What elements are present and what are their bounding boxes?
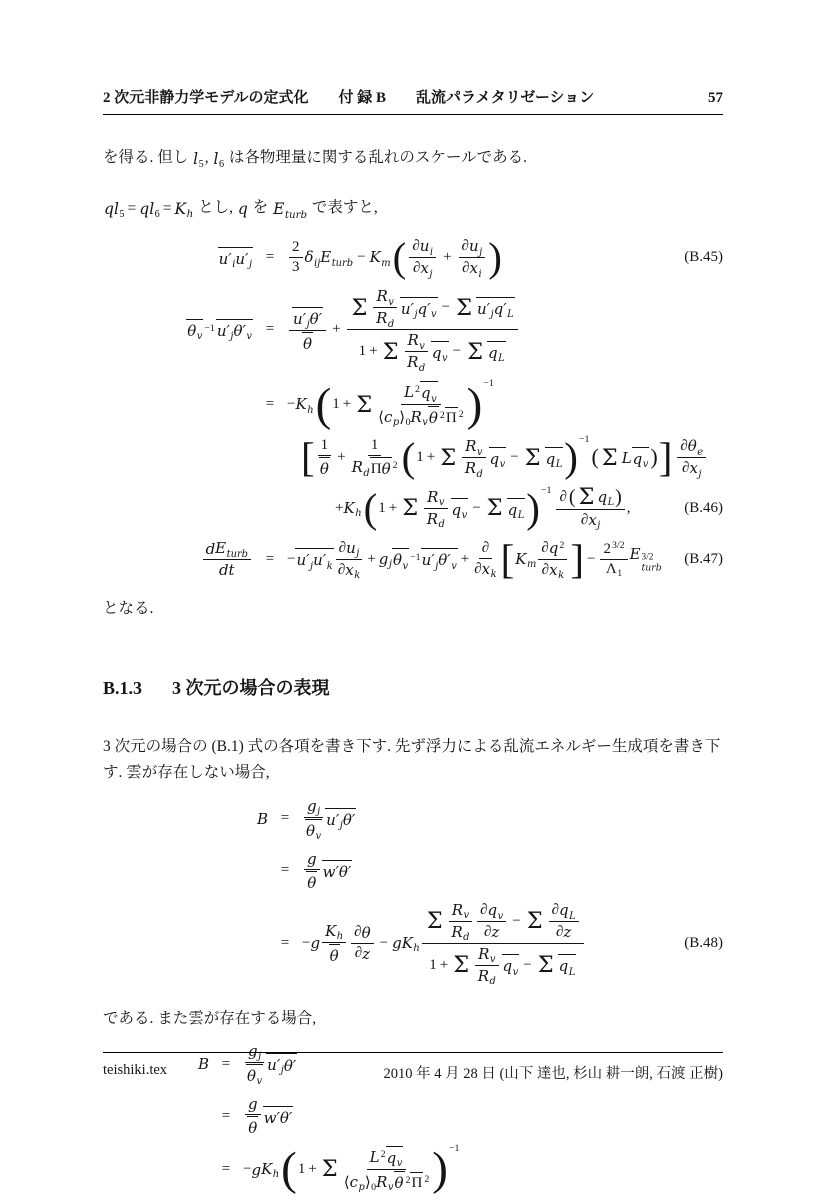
equation-row [103,434,723,481]
equation-relation: = [221,1107,231,1124]
header-title-right: 乱流パラメタリゼーション [416,90,595,106]
equation-row [103,901,723,986]
equation-lhs: $u'_i$ $u'_j$ [103,247,253,269]
inline-math: $E_{turb}$ [273,200,308,221]
equation-relation: = [265,396,275,413]
equation-rhs: + $K_h$ ( 1 + Σ $R_v$ $R_d$ $q_v$ − Σ $q_L$ ) −1 ∂ ( Σ $q_L$ ) ∂ $x_j$ , [335,484,631,532]
header-rule [103,114,723,115]
text-run: を得る. 但し [103,149,193,166]
paragraph-scale-note [103,145,723,173]
equation-number: (B.47) [684,550,723,567]
equation-relation: = [280,862,290,879]
equation-rhs: [ 1 θ + 1 $R_d$ Π θ $^2$ ( 1 + Σ $R_v$ $R_d$ $q_v$ − Σ $q_L$ ) −1 ( Σ L $q_v$ ) ] ∂ $\theta_e$ ∂ $x_j$ [287,437,708,478]
equation-number: (B.46) [684,500,723,517]
equation-row [103,1095,723,1137]
paragraph-3d-intro [103,734,723,787]
equation-row [103,234,723,281]
page-header [103,86,723,107]
equation-row [103,1143,723,1196]
equation-relation: = [265,321,275,338]
equation-relation: = [280,934,290,951]
equation-row [103,535,723,582]
paragraph-assumption [103,195,723,223]
text-run: , [204,149,213,166]
text-run: で表すと, [308,199,378,217]
equation-relation: = [265,550,275,567]
inline-math: q $l_5$ = q $l_6$ = $K_h$ [104,199,194,221]
document-page [103,0,723,1202]
equation-relation: = [221,1161,231,1178]
paragraph-tonaru [103,596,723,622]
equation-row [103,378,723,431]
equation-rhs: $u'_j$ θ′ θ + Σ $R_v$ $R_d$ $u'_j$ $q'_v$ − Σ $u'_j$ $q'_L$ 1 + Σ $R_v$ $R_d$ $q_v$ − Σ $q_L$ [287,287,675,372]
equation-rhs: − g $K_h$ θ ∂ θ ∂ z − g $K_h$ Σ $R_v$ $R_d$ ∂ $q_v$ ∂ z − Σ ∂ $q_L$ ∂ z 1 + Σ $R_v$ $R_d$ $q_v$ − Σ $q_L$ [302,901,675,986]
equation-row [103,484,723,532]
header-title-appendix: 付 録 B [338,90,387,106]
equation-relation: = [280,810,290,827]
equation-lhs: $\theta_v$ $^{-1}$ $u'_j$ $\theta'_v$ [103,319,253,341]
equation-b48 [103,797,723,986]
equation-relation: = [221,1055,231,1072]
inline-math: q [237,200,248,219]
equation-rhs: g θ w′ θ′ [243,1095,675,1137]
page-number: 57 [708,90,723,106]
equation-lhs: d $E_{turb}$ dt [103,539,253,579]
inline-math: $l_6$ [213,149,225,171]
paragraph-cloud-case [103,1006,723,1032]
equation-row [103,850,723,892]
text-run: となる. [103,599,154,617]
equation-number: (B.45) [684,249,723,266]
section-number: B.1.3 [103,678,143,698]
equation-rhs: − $K_h$ ( 1 + Σ $L^2$ $q_v$ ⟨ $c_p$ ⟩ $_0$ $R_v$ θ $^2$ Π $^2$ ) −1 [287,378,494,431]
section-title: 3 次元の場合の表現 [172,678,330,698]
equation-rhs: $g_j$ $\theta_v$ $u'_j$ θ′ [302,797,675,841]
inline-math: $l_5$ [193,149,204,171]
text-run: を [248,199,273,217]
text-run: 3 次元の場合の (B.1) 式の各項を書き下す. 先ず浮力による乱流エネルギー生成項を書き下す. 雲が存在しない場合, [103,738,721,782]
footer-date-authors: 2010 年 4 月 28 日 (山下 達也, 杉山 耕一朗, 石渡 正樹) [383,1066,723,1082]
equation-rhs: − $u'_j$ $u'_k$ ∂ $u_j$ ∂ $x_k$ + $g_j$ $\theta_v$ $^{-1}$ $u'_j$ $\theta'_v$ + ∂ ∂ $x_k$ [ $K_m$ ∂ $q^2$ ∂ $x_k$ ] − $2^{3/2}$ $\Lambda_1$ E 3/2 turb [287,535,662,582]
equation-lhs: B [256,809,268,828]
section-heading [103,674,723,700]
equation-rhs: $g_j$ $\theta_v$ $u'_j$ θ′ [243,1042,675,1086]
equation-lhs: B [197,1055,209,1074]
equation-row [103,287,723,372]
equation-rhs: g θ w′ θ′ [302,850,675,892]
page-footer [103,1052,723,1083]
footer-filename: teishiki.tex [103,1062,168,1078]
equation-number: (B.48) [684,934,723,951]
text-run: とし, [194,199,237,217]
equation-row [103,797,723,841]
header-title-left: 2 次元非静力学モデルの定式化 [103,90,309,106]
equation-rhs: − g $K_h$ ( 1 + Σ $L^2$ $q_v$ ⟨ $c_p$ ⟩ $_0$ $R_v$ θ $^2$ Π $^2$ ) −1 [243,1143,460,1196]
equation-rhs: 2 3 $\delta_{ij}$ $E_{turb}$ − $K_m$ ( ∂ $u_i$ ∂ $x_j$ + ∂ $u_j$ ∂ $x_i$ ) [287,237,675,278]
text-run: は各物理量に関する乱れのスケールである. [225,149,527,166]
equation-relation: = [265,249,275,266]
text-run: である. また雲が存在する場合, [103,1009,317,1027]
equations-b45-b47 [103,234,723,582]
